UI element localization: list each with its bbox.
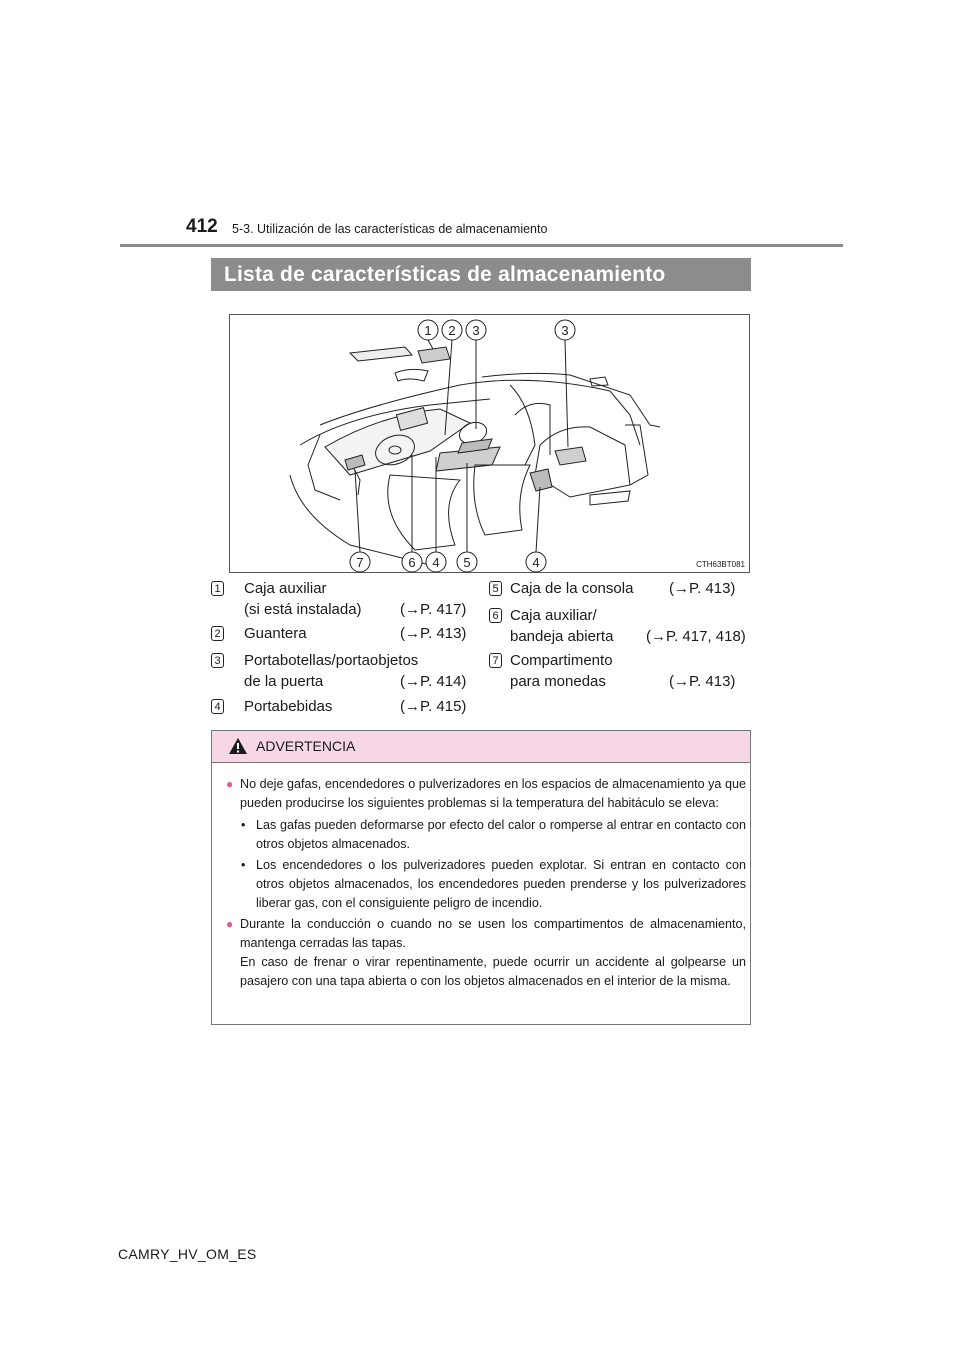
sub-marker: • [241,818,246,832]
callout-1-top [418,320,438,349]
legend-label: Portabotellas/portaobjetos [244,652,419,669]
svg-text:3: 3 [561,323,569,338]
warning-body [226,775,746,994]
callout-4-bottom [426,457,446,572]
svg-text:4: 4 [432,555,440,570]
warning-sub-1 [226,816,746,854]
legend-page-ref: (→P. 414) [400,673,467,690]
warning-text: Las gafas pueden deformarse por efecto del calor o romperse al entrar en contacto con otros objetos almacenados. [256,818,746,851]
header-rule [120,244,843,247]
page-number: 412 [186,216,218,237]
svg-text:2: 2 [448,323,456,338]
section-heading: Lista de características de almacenamiento [211,258,751,291]
bullet-marker: ● [226,777,234,791]
legend-number: 5 [489,581,502,596]
legend-item-3 [211,650,471,692]
callout-3-top [466,320,486,429]
legend-label: Caja auxiliar/ [510,607,597,624]
legend-item-5 [489,578,751,599]
legend-label: Guantera [244,625,307,642]
car-interior-illustration [230,315,751,574]
warning-bullet-2 [226,915,746,991]
legend-number: 3 [211,653,224,668]
legend-item-1 [211,578,471,620]
warning-bullet-1 [226,775,746,813]
legend-label-cont: de la puerta [244,673,324,690]
svg-text:1: 1 [424,323,432,338]
sub-marker: • [241,858,246,872]
legend-number: 7 [489,653,502,668]
legend-number: 2 [211,626,224,641]
warning-triangle-icon [228,737,248,755]
warning-sub-2 [226,856,746,913]
warning-text: Los encendedores o los pulverizadores pueden explotar. Si entran en contacto con otros objetos almacenados, los encendedores pueden prenderse y los pulverizadores liberar gas, con el consiguiente peligro de incendio. [256,858,746,910]
legend-item-7 [489,650,751,692]
legend-page-ref: (→P. 413) [669,673,736,690]
legend-item-6 [489,605,751,647]
warning-header [212,731,750,763]
svg-text:4: 4 [532,555,540,570]
warning-text: Durante la conducción o cuando no se usen los compartimentos de almacenamiento, mantenga cerradas las tapas. [240,917,746,950]
footer-doc-code: CAMRY_HV_OM_ES [118,1246,257,1262]
legend-page-ref: (→P. 413) [400,625,467,642]
legend-label: Caja auxiliar [244,580,327,597]
warning-text-cont: En caso de frenar o virar repentinamente, puede ocurrir un accidente al golpearse un pasajero con una tapa abierta o con los objetos almacenados en el interior de la misma. [240,955,746,988]
legend-label: Portabebidas [244,698,333,715]
legend-list [211,578,751,718]
callout-4-rear [526,487,546,572]
legend-page-ref: (→P. 417) [400,601,467,618]
legend-number: 1 [211,581,224,596]
legend-page-ref: (→P. 415) [400,698,467,715]
legend-item-4 [211,696,471,717]
legend-number: 6 [489,608,502,623]
warning-box [211,730,751,1025]
legend-page-ref: (→P. 417, 418) [646,628,746,645]
callout-7-bottom [350,470,370,572]
callout-6-bottom [402,455,422,572]
legend-label-cont: bandeja abierta [510,628,614,645]
svg-text:6: 6 [408,555,416,570]
section-breadcrumb: 5-3. Utilización de las características de almacenamiento [232,222,548,236]
legend-number: 4 [211,699,224,714]
legend-label: Compartimento [510,652,613,669]
legend-label-cont: (si está instalada) [244,601,362,618]
car-interior-figure [229,314,750,573]
svg-text:5: 5 [463,555,471,570]
figure-code: CTH63BT081 [696,560,745,569]
bullet-marker: ● [226,917,234,931]
legend-label-cont: para monedas [510,673,606,690]
legend-label: Caja de la consola [510,580,634,597]
warning-title: ADVERTENCIA [256,738,356,754]
svg-text:7: 7 [356,555,364,570]
legend-item-2 [211,623,471,644]
svg-text:3: 3 [472,323,480,338]
legend-page-ref: (→P. 413) [669,580,736,597]
warning-text: No deje gafas, encendedores o pulverizadores en los espacios de almacenamiento ya que pueden producirse los siguientes problemas si la temperatura del habitáculo se eleva: [240,777,746,810]
